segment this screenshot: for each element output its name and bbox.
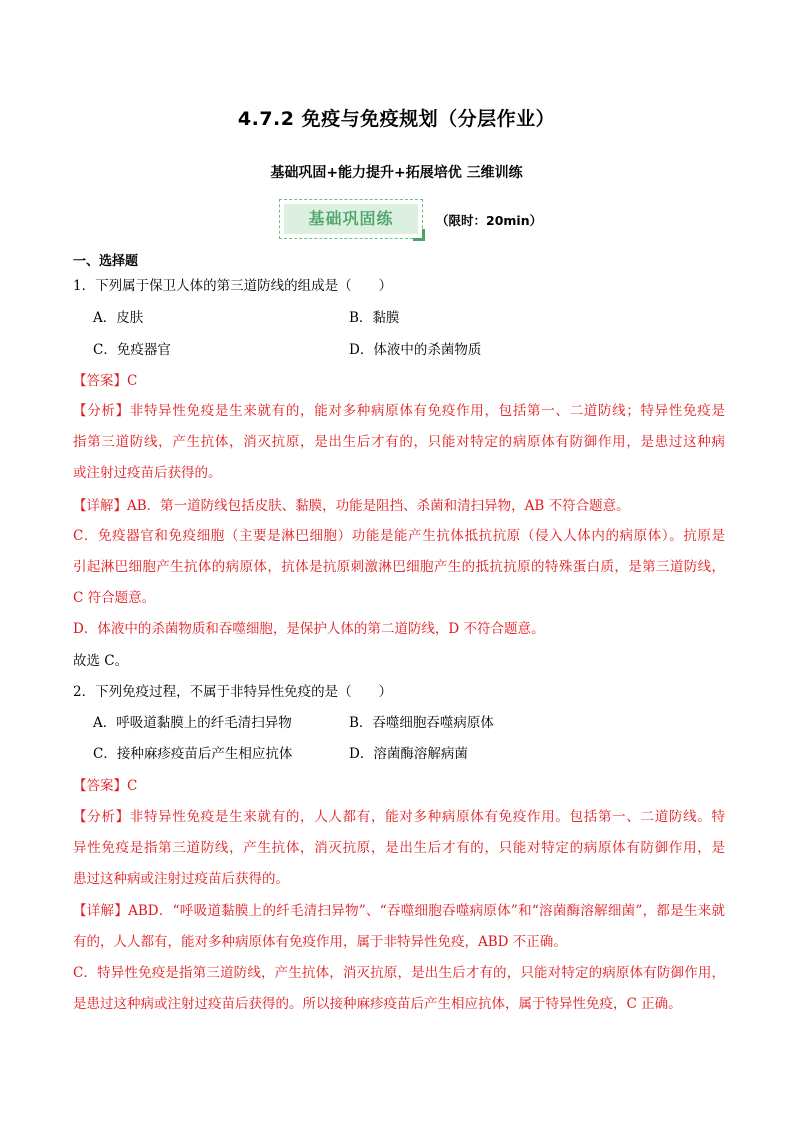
q2-analysis-line: 异性免疫是指第三道防线，产生抗体，消灭抗原，是出生后才有的，只能对特定的病原体有防御作用，是 (73, 840, 725, 856)
q1-option-c: C．免疫器官 (93, 342, 171, 358)
section-heading: 一、选择题 (73, 254, 139, 269)
question-1-stem: 1．下列属于保卫人体的第三道防线的组成是（ ） (73, 278, 393, 294)
q1-detail-line: 引起淋巴细胞产生抗体的病原体，抗体是抗原刺激淋巴细胞产生的抵抗抗原的特殊蛋白质，是第三道防线， (73, 559, 725, 575)
q1-detail-line: D．体液中的杀菌物质和吞噬细胞，是保护人体的第二道防线，D 不符合题意。 (73, 621, 545, 637)
q2-option-c: C．接种麻疹疫苗后产生相应抗体 (93, 746, 293, 762)
q1-detail-line: 【详解】AB．第一道防线包括皮肤、黏膜，功能是阻挡、杀菌和清扫异物，AB 不符合题意。 (73, 498, 630, 514)
q2-analysis-line: 【分析】非特异性免疫是生来就有的，人人都有，能对多种病原体有免疫作用。包括第一、二道防线。特 (73, 809, 725, 825)
q1-conclusion: 故选 C。 (73, 653, 129, 669)
q1-option-d: D．体液中的杀菌物质 (349, 342, 482, 358)
q1-answer: 【答案】C (73, 373, 138, 389)
q2-option-d: D．溶菌酶溶解病菌 (349, 746, 468, 762)
q1-option-a: A．皮肤 (93, 310, 144, 326)
page-title: 4.7.2 免疫与免疫规划（分层作业） (237, 108, 556, 130)
q2-detail-line: 有的，人人都有，能对多种病原体有免疫作用，属于非特异性免疫，ABD 不正确。 (73, 934, 567, 950)
q1-analysis-line: 【分析】非特异性免疫是生来就有的，能对多种病原体有免疫作用，包括第一、二道防线；特异性免疫是 (73, 403, 725, 419)
section-badge (279, 199, 425, 241)
q1-detail-line: C 符合题意。 (73, 590, 156, 606)
q1-analysis-line: 或注射过疫苗后获得的。 (73, 465, 222, 481)
q2-option-a: A．呼吸道黏膜上的纤毛清扫异物 (93, 715, 292, 731)
badge-label: 基础巩固练 (308, 209, 394, 228)
q1-option-b: B．黏膜 (349, 310, 400, 326)
q1-detail-line: C．免疫器官和免疫细胞（主要是淋巴细胞）功能是能产生抗体抵抗抗原（侵入人体内的病原体）。抗原是 (73, 528, 725, 544)
q2-answer: 【答案】C (73, 778, 138, 794)
q2-detail-line: 是患过这种病或注射过疫苗后获得的。所以接种麻疹疫苗后产生相应抗体，属于特异性免疫，C 正确。 (73, 996, 682, 1012)
time-limit: （限时：20min） (436, 213, 543, 228)
page-subtitle: 基础巩固+能力提升+拓展培优 三维训练 (270, 165, 523, 181)
question-2-stem: 2．下列免疫过程，不属于非特异性免疫的是（ ） (73, 684, 393, 700)
q2-detail-line: 【详解】ABD．“呼吸道黏膜上的纤毛清扫异物”、“吞噬细胞吞噬病原体”和“溶菌酶溶解细菌”，都是生来就 (73, 903, 725, 919)
q2-option-b: B．吞噬细胞吞噬病原体 (349, 715, 494, 731)
q2-analysis-line: 患过这种病或注射过疫苗后获得的。 (73, 871, 289, 887)
q2-detail-line: C．特异性免疫是指第三道防线，产生抗体，消灭抗原，是出生后才有的，只能对特定的病原体有防御作用， (73, 965, 725, 981)
q1-analysis-line: 指第三道防线，产生抗体，消灭抗原，是出生后才有的，只能对特定的病原体有防御作用，是患过这种病 (73, 434, 725, 450)
